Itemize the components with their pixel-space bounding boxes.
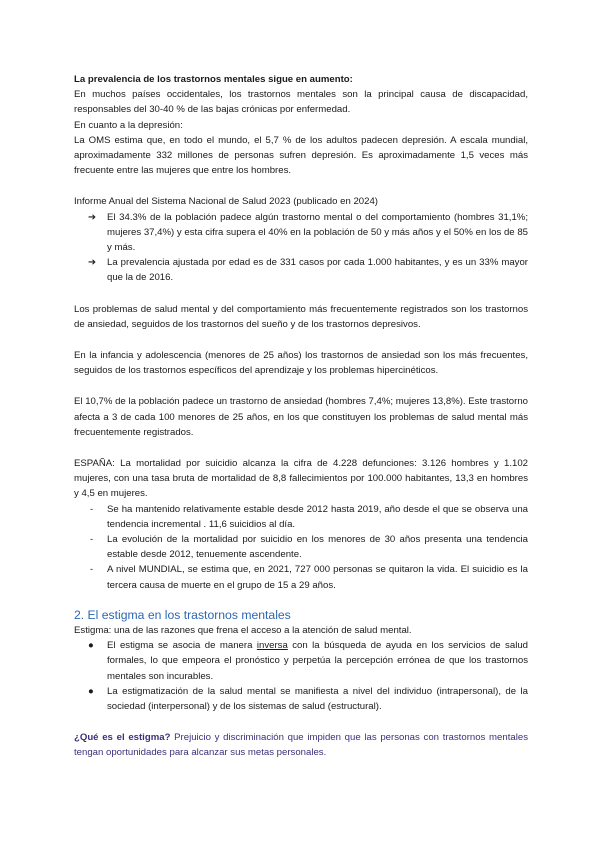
spacer — [74, 593, 528, 605]
oms-paragraph: La OMS estima que, en todo el mundo, el 5,7 % de los adultos padecen depresión. A escala mundial, aproximadamente 332 millones de personas sufren depresión. Es aproximadamente 1,5 veces más frecuente entre las mujeres que entre los hombres. — [74, 134, 528, 177]
list-item-text: A nivel MUNDIAL, se estima que, en 2021, 727 000 personas se quitaron la vida. El suicidio es la tercera causa de muerte en el grupo de 15 a 29 años. — [107, 564, 528, 591]
text-fragment: El estigma se asocia de manera — [107, 640, 257, 652]
espana-paragraph: ESPAÑA: La mortalidad por suicidio alcanza la cifra de 4.228 defunciones: 3.126 hombres y 1.102 mujeres, con una tasa bruta de mortalidad de 8,8 fallecimientos por 100.000 habitantes, 13,3 en hombres y 4,5 en mujeres. — [74, 458, 528, 500]
problemas-paragraph: Los problemas de salud mental y del comportamiento más frecuentemente registrados son los trastornos de ansiedad, seguidos de los trastornos del sueño y de los trastornos depresivos. — [74, 303, 528, 330]
list-item-text: Se ha mantenido relativamente estable desde 2012 hasta 2019, año desde el que se observa una tendencia incremental . 11,6 suicidios al día. — [107, 503, 528, 530]
list-item-text: La estigmatización de la salud mental se manifiesta a nivel del individuo (intrapersonal), de la sociedad (interpersonal) y de los sistemas de salud (estructural). — [107, 685, 528, 712]
infancia-paragraph: En la infancia y adolescencia (menores de 25 años) los trastornos de ansiedad son los más frecuentes, seguidos de los trastornos específicos del aprendizaje y los problemas hipercinéticos. — [74, 350, 528, 377]
dash-icon: - — [90, 564, 94, 576]
informe-list — [74, 210, 528, 286]
arrow-icon: ➔ — [88, 211, 97, 223]
espana-list — [74, 502, 528, 593]
list-item — [74, 684, 528, 714]
question-text: ¿Qué es el estigma? — [74, 732, 171, 744]
estigma-list — [74, 638, 528, 714]
list-item-text: El 34.3% de la población padece algún trastorno mental o del comportamiento (hombres 31,1%; mujeres 37,4%) y esta cifra supera el 40% en la población de 50 y más años y el 50% en los de 85 y más. — [107, 211, 528, 254]
list-item — [74, 562, 528, 592]
spacer — [74, 440, 528, 456]
list-item — [74, 532, 528, 562]
answer-text: Prejuicio y discriminación que impiden que las personas con trastornos mentales tengan oportunidades para alcanzar sus metas personales. — [74, 732, 528, 759]
question-paragraph — [74, 730, 528, 760]
underlined-word: inversa — [256, 640, 288, 652]
text-fragment: con la búsqueda de ayuda en los servicios de salud formales, lo que empeora el pronóstico y perpetúa la percepción errónea de que los trastornos mentales son incurables. — [107, 640, 528, 682]
dash-icon: - — [90, 534, 94, 546]
bullet-icon: ● — [88, 685, 94, 697]
bullet-icon: ● — [88, 640, 94, 652]
list-item-text: La prevalencia ajustada por edad es de 331 casos por cada 1.000 habitantes, y es un 33% mayor que la de 2016. — [107, 257, 528, 284]
estigma-intro: Estigma: una de las razones que frena el acceso a la atención de salud mental. — [74, 624, 412, 636]
list-item — [74, 210, 528, 256]
list-item-text: La evolución de la mortalidad por suicidio en los menores de 30 años presenta una tendencia estable desde 2012, tenuemente ascendente. — [107, 534, 528, 561]
list-item — [74, 255, 528, 285]
informe-title: Informe Anual del Sistema Nacional de Salud 2023 (publicado en 2024) — [74, 196, 379, 208]
list-item-text — [107, 640, 528, 681]
list-item — [74, 638, 528, 684]
list-item — [74, 502, 528, 532]
section1-title: La prevalencia de los trastornos mentales sigue en aumento: — [74, 74, 353, 85]
ansiedad-paragraph: El 10,7% de la población padece un trastorno de ansiedad (hombres 7,4%; mujeres 13,8%). Este trastorno afecta a 3 de cada 100 menores de 25 años, en los que constituyen los problemas de salud mental más frecuentemente registrados. — [74, 396, 528, 438]
discapacidad-paragraph: En muchos países occidentales, los trastornos mentales son la principal causa de discapacidad, responsables del 30-40 % de las bajas crónicas por enfermedad. — [74, 89, 528, 116]
spacer — [74, 286, 528, 302]
depresion-intro: En cuanto a la depresión: — [74, 119, 183, 131]
spacer — [74, 178, 528, 194]
section2-heading: 2. El estigma en los trastornos mentales — [74, 607, 291, 622]
dash-icon: - — [90, 503, 94, 515]
arrow-icon: ➔ — [88, 257, 97, 269]
spacer — [74, 332, 528, 348]
spacer — [74, 378, 528, 394]
spacer — [74, 714, 528, 730]
